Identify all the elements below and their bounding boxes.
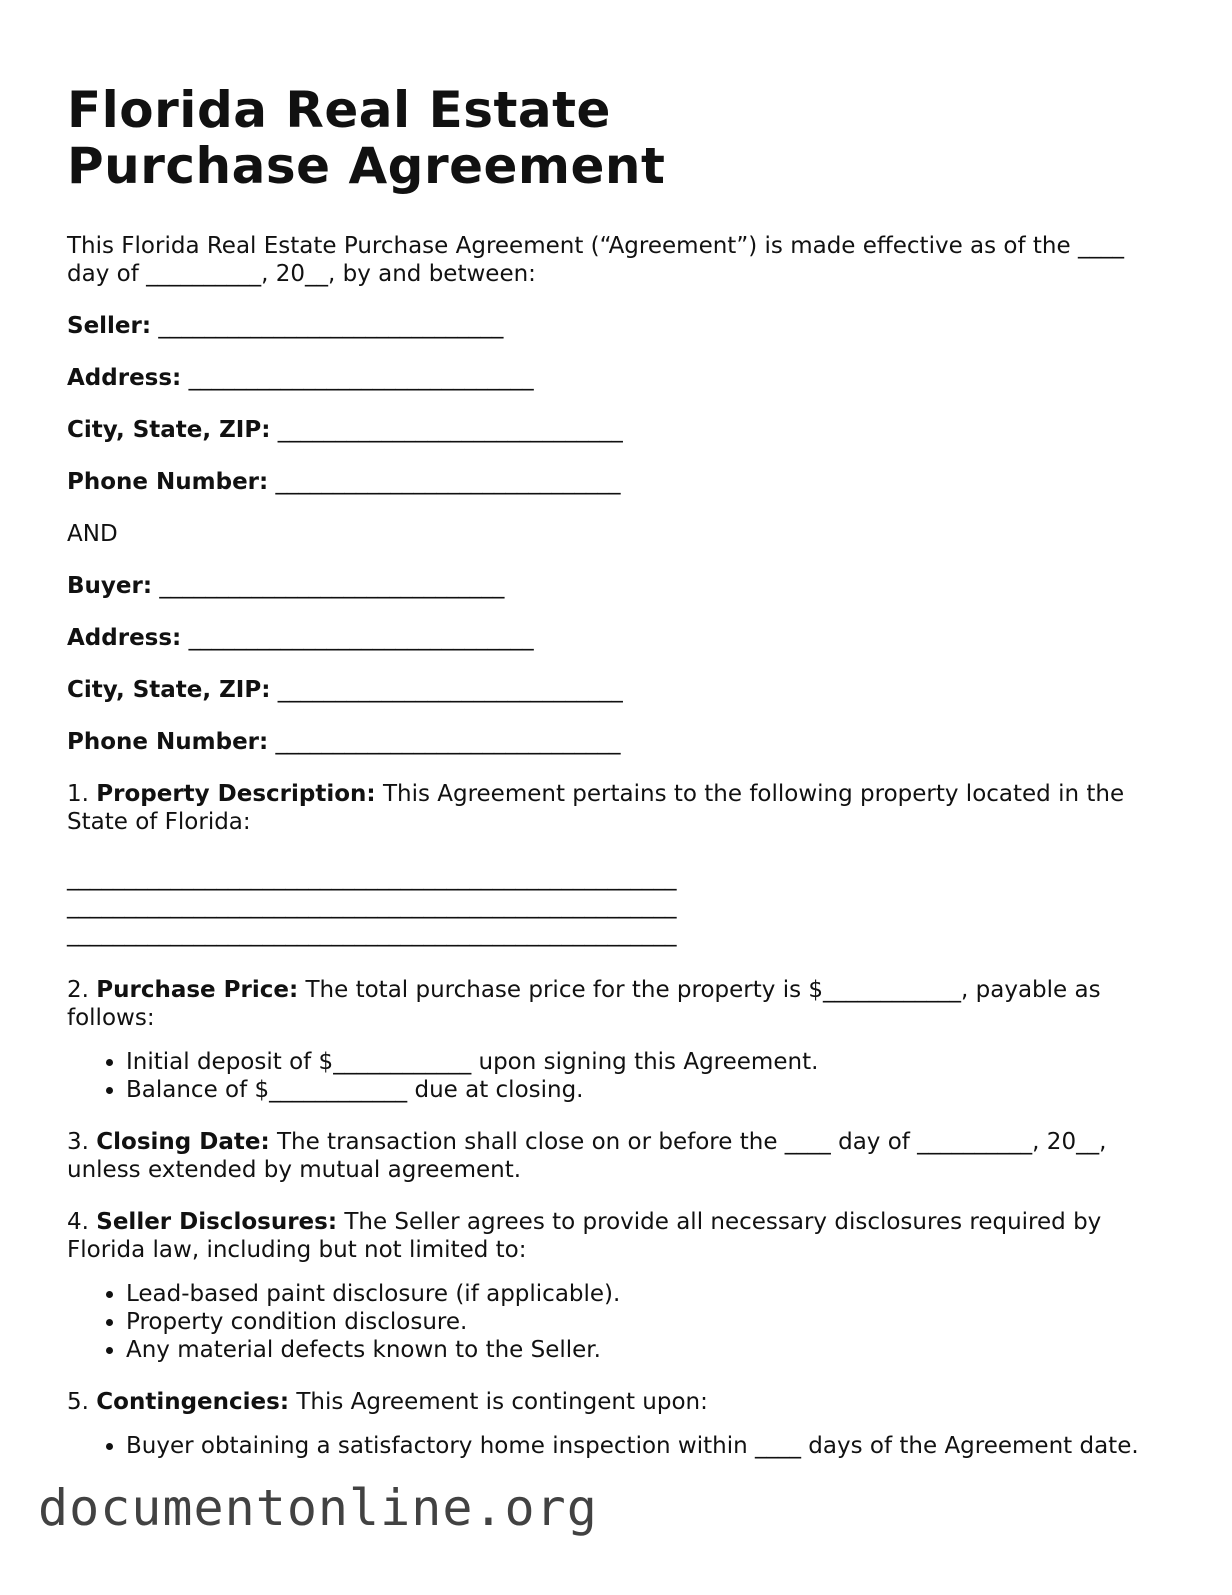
buyer-city-field: [67, 676, 1147, 704]
field-blank: ______________________________: [188, 625, 534, 651]
field-blank: ______________________________: [275, 729, 621, 755]
list-item: • Any material defects known to the Seller.: [126, 1336, 1147, 1364]
section-heading: Purchase Price:: [96, 977, 299, 1003]
field-blank: ______________________________: [159, 573, 505, 599]
blank-line: _____________________________________________________: [67, 893, 677, 919]
seller-address-field: [67, 364, 1147, 392]
field-blank: ______________________________: [188, 365, 534, 391]
field-label: Phone Number:: [67, 469, 269, 495]
blank-line: _____________________________________________________: [67, 865, 677, 891]
section-number: 4.: [67, 1209, 89, 1235]
list-item: • Property condition disclosure.: [126, 1308, 1147, 1336]
section-heading: Closing Date:: [96, 1129, 270, 1155]
seller-phone-field: [67, 468, 1147, 496]
buyer-name-field: [67, 572, 1147, 600]
document-page: [67, 82, 1147, 1484]
field-label: City, State, ZIP:: [67, 417, 271, 443]
section-heading: Contingencies:: [96, 1389, 290, 1415]
field-label: City, State, ZIP:: [67, 677, 271, 703]
section-heading: Property Description:: [96, 781, 376, 807]
and-separator: AND: [67, 521, 118, 547]
contingencies-list: [67, 1432, 1147, 1460]
purchase-price-list: [67, 1048, 1147, 1104]
buyer-address-field: [67, 624, 1147, 652]
buyer-phone-field: [67, 728, 1147, 756]
section-number: 3.: [67, 1129, 89, 1155]
field-blank: ______________________________: [275, 469, 621, 495]
section-text: The transaction shall close on or before the ____ day of __________, 20__, unless extended by mutual agreement.: [67, 1129, 1107, 1183]
watermark-text: documentonline.org: [38, 1479, 598, 1537]
field-blank: ______________________________: [277, 677, 623, 703]
field-label: Buyer:: [67, 573, 153, 599]
intro-paragraph: This Florida Real Estate Purchase Agreement (“Agreement”) is made effective as of the ____ day of __________, 20__, by and between:: [67, 233, 1124, 287]
section-text: This Agreement is contingent upon:: [296, 1389, 708, 1415]
section-text: This Agreement pertains to the following property located in the State of Florida:: [67, 781, 1125, 835]
section-number: 5.: [67, 1389, 89, 1415]
list-item: • Lead-based paint disclosure (if applicable).: [126, 1280, 1147, 1308]
section-number: 1.: [67, 781, 89, 807]
field-blank: ______________________________: [158, 313, 504, 339]
field-label: Address:: [67, 625, 182, 651]
list-item: • Balance of $____________ due at closing.: [126, 1076, 1147, 1104]
section-contingencies: [67, 1388, 1147, 1416]
blank-line: _____________________________________________________: [67, 921, 677, 947]
field-label: Address:: [67, 365, 182, 391]
seller-name-field: [67, 312, 1147, 340]
document-title: Florida Real Estate Purchase Agreement: [67, 81, 666, 195]
section-seller-disclosures: [67, 1208, 1147, 1264]
list-item: • Initial deposit of $____________ upon signing this Agreement.: [126, 1048, 1147, 1076]
section-purchase-price: [67, 976, 1147, 1032]
seller-disclosures-list: [67, 1280, 1147, 1364]
field-label: Phone Number:: [67, 729, 269, 755]
list-item: • Buyer obtaining a satisfactory home inspection within ____ days of the Agreement date.: [126, 1432, 1147, 1460]
section-closing-date: [67, 1128, 1147, 1184]
section-number: 2.: [67, 977, 89, 1003]
section-property-description: [67, 780, 1147, 836]
section-text: The total purchase price for the property is $____________, payable as follows:: [67, 977, 1101, 1031]
field-label: Seller:: [67, 313, 152, 339]
section-heading: Seller Disclosures:: [96, 1209, 338, 1235]
field-blank: ______________________________: [277, 417, 623, 443]
property-description-lines: [67, 864, 1147, 948]
section-text: The Seller agrees to provide all necessary disclosures required by Florida law, including but not limited to:: [67, 1209, 1102, 1263]
seller-city-field: [67, 416, 1147, 444]
